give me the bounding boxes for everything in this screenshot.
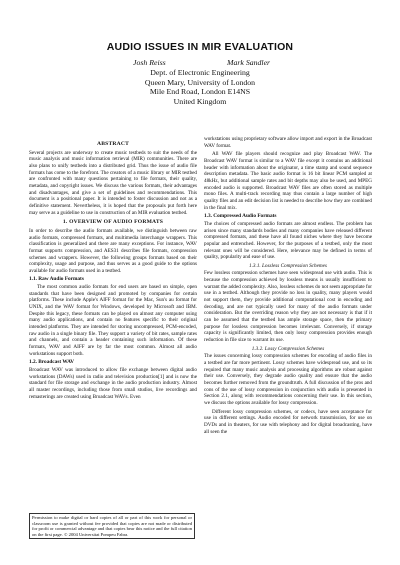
- subsection-heading: 1.3. Compressed Audio Formats: [204, 213, 277, 220]
- section-heading: 1. OVERVIEW OF AUDIO FORMATS: [62, 219, 164, 226]
- paragraph: In order to describe the audio formats available, we distinguish between raw audio formats, compressed formats, and multimedia interchange wrappers. This classification is generalized and there are many exceptions. For instance, WAV format supports compression, and AES31 describes file formats, compression schemes and wrappers. However, the following groups formats based on their complexity, usage and purpose, and thus serves as a good guide to the options available for audio formats used in a testbed.: [29, 227, 197, 274]
- paper-title: AUDIO ISSUES IN MIR EVALUATION: [106, 41, 294, 53]
- abstract-text: Several projects are underway to create music testbeds to suit the needs of the music analysis and music information retrieval (MIR) communities. There are also plans to unify testbeds into a distributed grid. Thus the issue of audio file formats has come to the forefront. The creators of a music library or MIR testbed are confronted with many questions pertaining to file formats, their quality, metadata, and copyright issues. We discuss the various formats, their advantages and disadvantages, and give a set of guidelines and recommendations. This document is a positional paper. It is intended to foster discussion and not as a definitive statement. Nevertheless, it is hoped that the proposals put forth here may serve as a guideline to use in construction of an MIR evaluation testbed.: [29, 149, 197, 216]
- paragraph: Few lossless compression schemes have seen widespread use with audio. This is because the compression achieved by lossless means is usually insufficient to warrant the added complexity. Also, lossless schemes do not seem appropriate for use in a testbed. Although they provide no loss in quality, many players would not support them, they provide additional computational cost in encoding and decoding, and are not typically used for many of the audio formats under consideration. But the overriding reason why they are not necessary is that if it can be assumed that the testbed has ample storage space, then the primary purpose for lossless compression becomes irrelevant. Conversely, if storage capacity is significantly limited, then only lossy compression provides enough reduction in file size to warrant its use.: [204, 270, 372, 344]
- author-name: Josh Reiss: [133, 58, 166, 67]
- affiliation-line: Mile End Road, London E14NS: [149, 87, 251, 97]
- left-column: [29, 139, 197, 402]
- paragraph: The choices of compressed audio formats are almost endless. The problem has arisen since many standards bodies and many companies have released different compressed formats, and these have all found niches where they have become popular and entrenched. However, for the purposes of a testbed, only the most relevant ones will be considered. Here, relevance may be defined in terms of quality, popularity and ease of use.: [204, 220, 372, 261]
- subsection-heading: 1.2. Broadcast WAV: [29, 359, 75, 366]
- subsubsection-heading: 1.3.2. Lossy Compression Schemes: [251, 345, 325, 352]
- subsection-heading: 1.1. Raw Audio Formats: [29, 276, 84, 283]
- subsubsection-heading: 1.3.1. Lossless Compression Schemes: [249, 262, 327, 269]
- paragraph: The most common audio formats for end users are based on simple, open standards that have been designed and promoted by companies for certain platforms. These include Apple's AIFF format for the Mac, Sun's au format for UNIX, and the WAV format for Windows, developed by Microsoft and IBM. Despite this legacy, these formats can be played on almost any computer using many audio applications, and contain no features specific to their original intended platforms. They are intended for storing uncompressed, PCM-encoded, raw audio in a single binary file. They support a variety of bit rates, sample rates and channels, and contain a header containing such information. Of these formats, WAV and AIFF are by far the most common. Almost all audio workstations support both.: [29, 284, 197, 357]
- affiliation-line: Queen Mary, University of London: [144, 77, 256, 87]
- affiliation-line: Dept. of Electronic Engineering: [150, 68, 250, 77]
- abstract-heading: ABSTRACT: [96, 141, 130, 147]
- paragraph: All WAV file players should recognize and play Broadcast WAV. The Broadcast WAV format is similar to a WAV file except it contains an additional header with information about the originator, a time stamp and sound sequence description metadata. The basic audio format is 16 bit linear PCM sampled at 48kHz, but additional sample rates and bit depths may also be used, and MPEG encoded audio is supported. Broadcast WAV files are often stored as multiple mono files. A multi-track recording may thus contain a large number of high quality files and an edit decision list is needed to describe how they are combined in the final mix.: [204, 151, 372, 211]
- paragraph: Broadcast WAV was introduced to allow file exchange between digital audio workstations (DAWs) used in radio and television production[1] and is now the standard for file storage and exchange in the audio production industry. Almost all master recordings, including those from small studios, live recordings and remasterings are created using Broadcast WAVs. Even: [29, 367, 197, 400]
- paragraph: workstations using proprietary software allow import and export in the Broadcast WAV format.: [204, 136, 372, 149]
- right-column: [204, 136, 372, 437]
- affiliation-line: United Kingdom: [173, 96, 227, 106]
- paragraph: The issues concerning lossy compression schemes for encoding of audio files in a testbed are far more pertinent. Lossy schemes have widespread use, and so its required that many music analysis and processing algorithms are robust against their use. Conversely, they degrade audio quality and ensure that the audio becomes further removed from the groundtruth. A full discussion of the pros and cons of the use of lossy compression in conjunction with audio is presented in Section 2.1, along with recommendations concerning their use. In this section, we discuss the options available for lossy compression.: [204, 353, 372, 406]
- affiliation: [0, 68, 400, 106]
- paragraph: Different lossy compression schemes, or codecs, have seen acceptance for use in different settings. Audio encoded for network transmission, for use on DVDs and in theaters, for use with telephony and for digital broadcasting, have all seen the: [204, 408, 372, 435]
- author-name: Mark Sandler: [227, 58, 271, 67]
- copyright-notice: Permission to make digital or hard copies of all or part of this work for personal or classroom use is granted without fee provided that copies are not made or distributed for profit or commercial advantage and that copies bear this notice and the full citation on the first page. © 2004 Universitat Pompeu Fabra.: [29, 513, 195, 539]
